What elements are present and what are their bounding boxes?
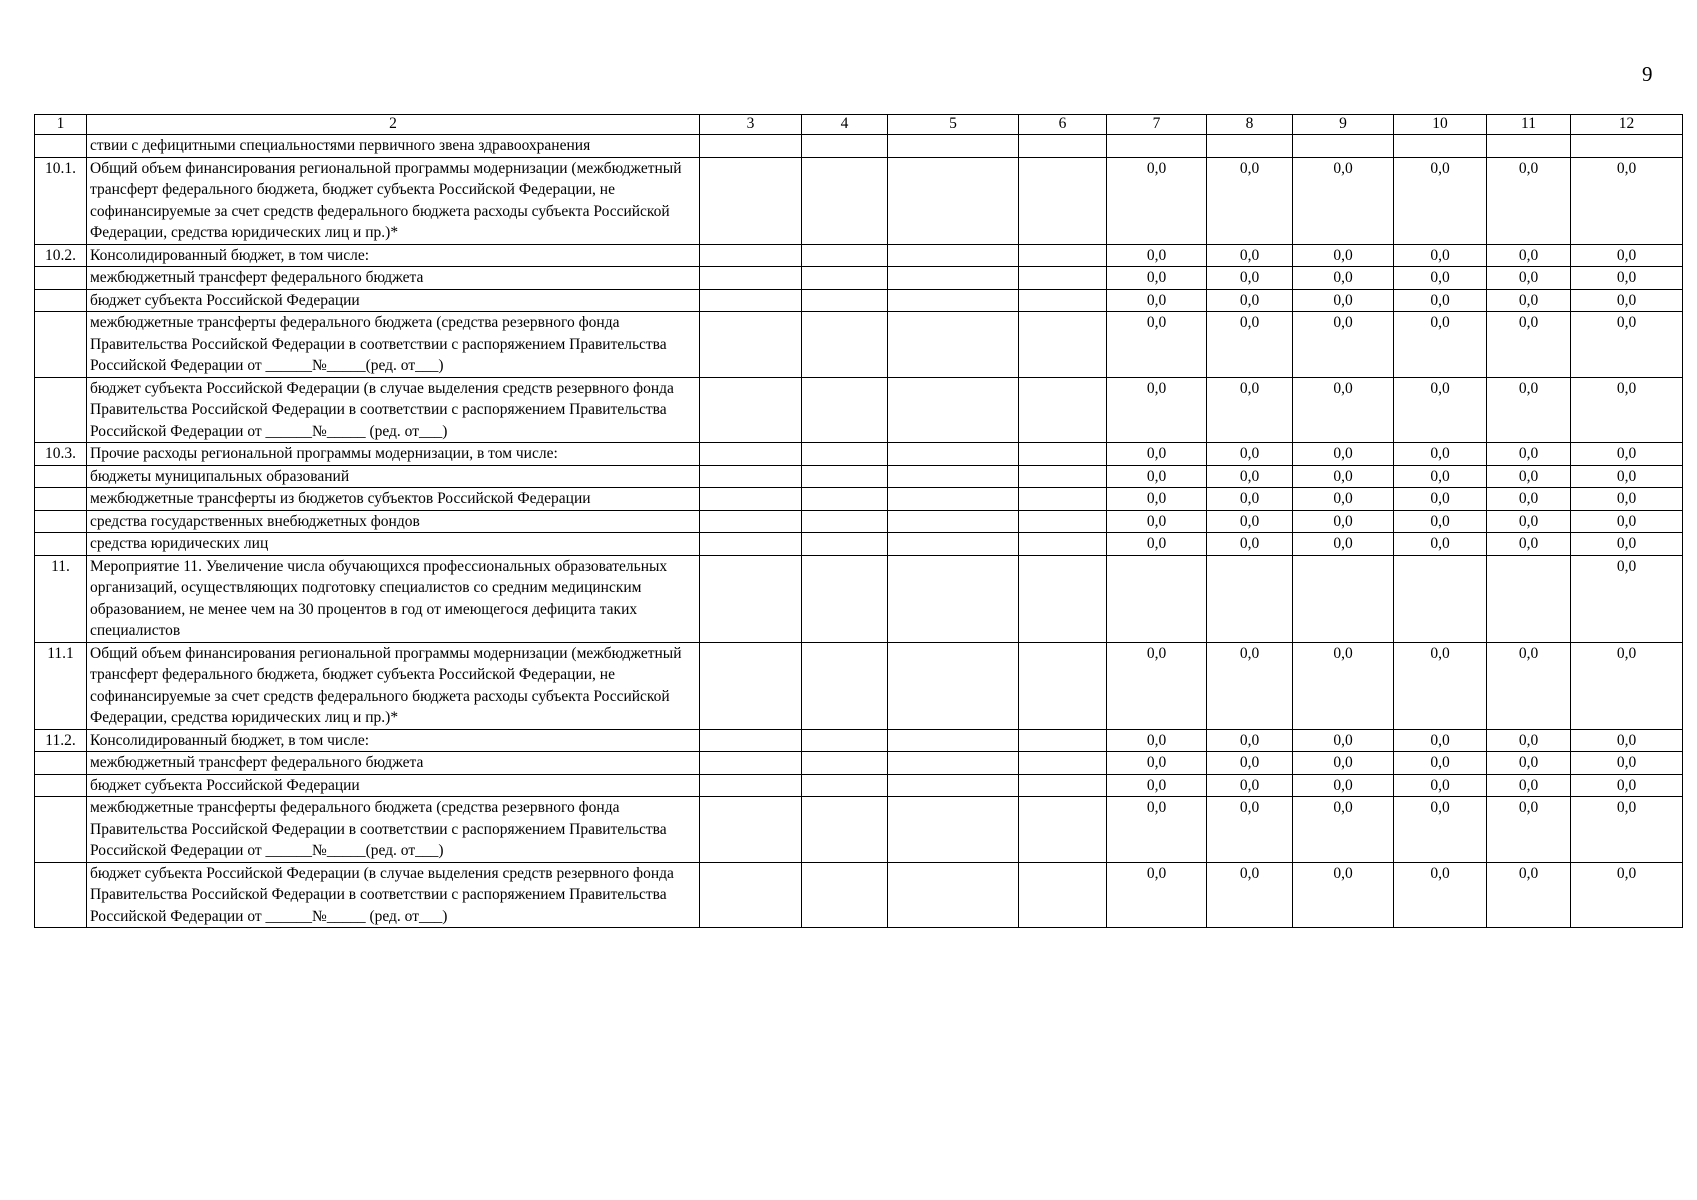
column-header: 8	[1207, 115, 1293, 135]
value-cell: 0,0	[1571, 752, 1683, 775]
empty-cell	[700, 465, 802, 488]
value-cell: 0,0	[1571, 157, 1683, 244]
value-cell: 0,0	[1394, 289, 1487, 312]
value-cell: 0,0	[1487, 774, 1571, 797]
empty-cell	[802, 729, 888, 752]
description-cell: бюджет субъекта Российской Федерации (в случае выделения средств резервного фонда Правительства Российской Федерации в соответствии с распоряжением Правительства Российской Федерации от ______№_____ (ред. от___)	[87, 862, 700, 928]
description-cell: Консолидированный бюджет, в том числе:	[87, 244, 700, 267]
empty-cell	[700, 533, 802, 556]
row-number-cell	[35, 267, 87, 290]
empty-cell	[700, 377, 802, 443]
value-cell: 0,0	[1107, 244, 1207, 267]
value-cell: 0,0	[1207, 533, 1293, 556]
empty-cell	[700, 555, 802, 642]
value-cell: 0,0	[1487, 312, 1571, 378]
empty-cell	[888, 377, 1019, 443]
empty-cell	[888, 488, 1019, 511]
empty-cell	[700, 289, 802, 312]
value-cell: 0,0	[1293, 443, 1394, 466]
value-cell: 0,0	[1107, 729, 1207, 752]
empty-cell	[1019, 752, 1107, 775]
column-header: 4	[802, 115, 888, 135]
empty-cell	[700, 488, 802, 511]
value-cell: 0,0	[1571, 797, 1683, 863]
value-cell: 0,0	[1487, 465, 1571, 488]
value-cell: 0,0	[1394, 443, 1487, 466]
empty-cell	[802, 533, 888, 556]
value-cell: 0,0	[1107, 533, 1207, 556]
row-number-cell	[35, 465, 87, 488]
table-row	[35, 533, 1683, 556]
value-cell: 0,0	[1107, 862, 1207, 928]
value-cell: 0,0	[1394, 862, 1487, 928]
value-cell: 0,0	[1487, 244, 1571, 267]
value-cell: 0,0	[1293, 289, 1394, 312]
value-cell: 0,0	[1487, 533, 1571, 556]
value-cell: 0,0	[1293, 729, 1394, 752]
column-header: 7	[1107, 115, 1207, 135]
empty-cell	[700, 157, 802, 244]
row-number-cell	[35, 289, 87, 312]
table-row	[35, 729, 1683, 752]
table-row	[35, 642, 1683, 729]
value-cell: 0,0	[1107, 510, 1207, 533]
description-cell: Общий объем финансирования региональной программы модернизации (межбюджетный трансферт федерального бюджета, бюджет субъекта Российской Федерации, не софинансируемые за счет средств федерального бюджета расходы субъекта Российской Федерации, средства юридических лиц и пр.)*	[87, 157, 700, 244]
value-cell: 0,0	[1107, 797, 1207, 863]
empty-cell	[1019, 642, 1107, 729]
column-header: 5	[888, 115, 1019, 135]
value-cell: 0,0	[1487, 510, 1571, 533]
empty-cell	[802, 752, 888, 775]
value-cell: 0,0	[1207, 862, 1293, 928]
empty-cell	[802, 488, 888, 511]
value-cell: 0,0	[1394, 774, 1487, 797]
row-number-cell: 11.1	[35, 642, 87, 729]
value-cell: 0,0	[1293, 752, 1394, 775]
value-cell: 0,0	[1571, 555, 1683, 642]
value-cell: 0,0	[1394, 729, 1487, 752]
empty-cell	[700, 443, 802, 466]
description-cell: Мероприятие 11. Увеличение числа обучающихся профессиональных образовательных организаций, осуществляющих подготовку специалистов со средним медицинским образованием, не менее чем на 30 процентов в год от имеющегося дефицита таких специалистов	[87, 555, 700, 642]
column-header: 3	[700, 115, 802, 135]
empty-cell	[888, 312, 1019, 378]
value-cell: 0,0	[1394, 510, 1487, 533]
value-cell: 0,0	[1207, 510, 1293, 533]
value-cell: 0,0	[1571, 244, 1683, 267]
empty-cell	[802, 642, 888, 729]
table-row	[35, 244, 1683, 267]
empty-cell	[700, 862, 802, 928]
description-cell: Консолидированный бюджет, в том числе:	[87, 729, 700, 752]
empty-cell	[888, 774, 1019, 797]
value-cell	[1487, 555, 1571, 642]
value-cell: 0,0	[1207, 642, 1293, 729]
empty-cell	[1019, 267, 1107, 290]
empty-cell	[802, 862, 888, 928]
value-cell: 0,0	[1487, 377, 1571, 443]
value-cell	[1293, 555, 1394, 642]
value-cell: 0,0	[1207, 797, 1293, 863]
value-cell: 0,0	[1571, 533, 1683, 556]
value-cell: 0,0	[1487, 267, 1571, 290]
value-cell: 0,0	[1207, 752, 1293, 775]
row-number-cell	[35, 377, 87, 443]
empty-cell	[888, 465, 1019, 488]
empty-cell	[888, 642, 1019, 729]
table-row	[35, 267, 1683, 290]
row-number-cell: 10.3.	[35, 443, 87, 466]
empty-cell	[802, 244, 888, 267]
empty-cell	[1019, 289, 1107, 312]
empty-cell	[888, 862, 1019, 928]
empty-cell	[1019, 244, 1107, 267]
value-cell: 0,0	[1207, 267, 1293, 290]
row-number-cell: 10.2.	[35, 244, 87, 267]
table-row	[35, 377, 1683, 443]
value-cell: 0,0	[1487, 862, 1571, 928]
row-number-cell	[35, 752, 87, 775]
budget-table	[34, 114, 1683, 928]
value-cell: 0,0	[1571, 642, 1683, 729]
empty-cell	[888, 244, 1019, 267]
value-cell: 0,0	[1293, 465, 1394, 488]
value-cell: 0,0	[1207, 443, 1293, 466]
empty-cell	[700, 510, 802, 533]
row-number-cell	[35, 533, 87, 556]
row-number-cell: 10.1.	[35, 157, 87, 244]
value-cell: 0,0	[1293, 157, 1394, 244]
empty-cell	[700, 312, 802, 378]
empty-cell	[802, 157, 888, 244]
row-number-cell	[35, 510, 87, 533]
table-row	[35, 465, 1683, 488]
empty-cell	[888, 752, 1019, 775]
value-cell: 0,0	[1571, 465, 1683, 488]
value-cell: 0,0	[1207, 157, 1293, 244]
value-cell: 0,0	[1571, 289, 1683, 312]
column-header: 6	[1019, 115, 1107, 135]
value-cell: 0,0	[1394, 488, 1487, 511]
value-cell	[1394, 555, 1487, 642]
description-cell: бюджет субъекта Российской Федерации	[87, 774, 700, 797]
empty-cell	[1019, 774, 1107, 797]
empty-cell	[1019, 377, 1107, 443]
empty-cell	[888, 555, 1019, 642]
value-cell	[1207, 555, 1293, 642]
value-cell: 0,0	[1571, 267, 1683, 290]
value-cell: 0,0	[1487, 797, 1571, 863]
table-row	[35, 862, 1683, 928]
description-cell: Общий объем финансирования региональной программы модернизации (межбюджетный трансферт федерального бюджета, бюджет субъекта Российской Федерации, не софинансируемые за счет средств федерального бюджета расходы субъекта Российской Федерации, средства юридических лиц и пр.)*	[87, 642, 700, 729]
value-cell: 0,0	[1571, 862, 1683, 928]
empty-cell	[802, 377, 888, 443]
page-number: 9	[1642, 62, 1653, 86]
description-cell: бюджеты муниципальных образований	[87, 465, 700, 488]
empty-cell	[1019, 157, 1107, 244]
value-cell: 0,0	[1394, 752, 1487, 775]
empty-cell	[1019, 797, 1107, 863]
row-number-cell: 11.	[35, 555, 87, 642]
table-row	[35, 555, 1683, 642]
table-row	[35, 488, 1683, 511]
value-cell: 0,0	[1394, 533, 1487, 556]
empty-cell	[802, 555, 888, 642]
value-cell: 0,0	[1293, 510, 1394, 533]
value-cell: 0,0	[1571, 377, 1683, 443]
value-cell: 0,0	[1487, 729, 1571, 752]
empty-cell	[888, 729, 1019, 752]
value-cell: 0,0	[1107, 157, 1207, 244]
empty-cell	[802, 289, 888, 312]
value-cell: 0,0	[1571, 488, 1683, 511]
value-cell: 0,0	[1293, 642, 1394, 729]
empty-cell	[1019, 555, 1107, 642]
empty-cell	[700, 774, 802, 797]
description-cell: средства государственных внебюджетных фондов	[87, 510, 700, 533]
value-cell: 0,0	[1293, 797, 1394, 863]
empty-cell	[802, 443, 888, 466]
value-cell: 0,0	[1487, 289, 1571, 312]
description-cell: межбюджетные трансферты федерального бюджета (средства резервного фонда Правительства Российской Федерации в соответствии с распоряжением Правительства Российской Федерации от ______№_____(ред. от___)	[87, 797, 700, 863]
description-cell: бюджет субъекта Российской Федерации	[87, 289, 700, 312]
table-row	[35, 774, 1683, 797]
value-cell: 0,0	[1394, 465, 1487, 488]
empty-cell	[888, 157, 1019, 244]
continuation-row	[35, 135, 1683, 158]
value-cell: 0,0	[1107, 752, 1207, 775]
value-cell: 0,0	[1107, 642, 1207, 729]
row-number-cell	[35, 774, 87, 797]
column-header: 2	[87, 115, 700, 135]
value-cell: 0,0	[1394, 377, 1487, 443]
value-cell: 0,0	[1293, 533, 1394, 556]
empty-cell	[700, 642, 802, 729]
header-row	[35, 115, 1683, 135]
value-cell: 0,0	[1207, 729, 1293, 752]
empty-cell	[802, 510, 888, 533]
empty-cell	[888, 289, 1019, 312]
value-cell: 0,0	[1293, 244, 1394, 267]
column-header: 9	[1293, 115, 1394, 135]
description-cell: Прочие расходы региональной программы модернизации, в том числе:	[87, 443, 700, 466]
table-row	[35, 289, 1683, 312]
column-header: 12	[1571, 115, 1683, 135]
column-header: 10	[1394, 115, 1487, 135]
column-header: 1	[35, 115, 87, 135]
empty-cell	[888, 510, 1019, 533]
empty-cell	[700, 244, 802, 267]
value-cell: 0,0	[1487, 443, 1571, 466]
value-cell: 0,0	[1293, 267, 1394, 290]
table-row	[35, 797, 1683, 863]
description-cell: межбюджетный трансферт федерального бюджета	[87, 267, 700, 290]
value-cell: 0,0	[1571, 510, 1683, 533]
value-cell: 0,0	[1207, 774, 1293, 797]
description-cell: ствии с дефицитными специальностями первичного звена здравоохранения	[87, 135, 700, 158]
empty-cell	[1019, 312, 1107, 378]
value-cell: 0,0	[1107, 289, 1207, 312]
empty-cell	[1019, 862, 1107, 928]
value-cell: 0,0	[1293, 862, 1394, 928]
row-number-cell	[35, 135, 87, 158]
value-cell: 0,0	[1571, 774, 1683, 797]
row-number-cell	[35, 488, 87, 511]
value-cell: 0,0	[1571, 312, 1683, 378]
value-cell: 0,0	[1571, 729, 1683, 752]
empty-cell	[700, 267, 802, 290]
empty-cell	[1019, 443, 1107, 466]
value-cell: 0,0	[1107, 267, 1207, 290]
empty-cell	[888, 267, 1019, 290]
column-header: 11	[1487, 115, 1571, 135]
value-cell: 0,0	[1394, 244, 1487, 267]
row-number-cell	[35, 312, 87, 378]
table-row	[35, 312, 1683, 378]
value-cell: 0,0	[1107, 443, 1207, 466]
empty-cell	[1019, 488, 1107, 511]
empty-cell	[700, 752, 802, 775]
description-cell: бюджет субъекта Российской Федерации (в случае выделения средств резервного фонда Правительства Российской Федерации в соответствии с распоряжением Правительства Российской Федерации от ______№_____ (ред. от___)	[87, 377, 700, 443]
value-cell: 0,0	[1207, 377, 1293, 443]
value-cell: 0,0	[1107, 312, 1207, 378]
value-cell: 0,0	[1394, 157, 1487, 244]
empty-cell	[802, 267, 888, 290]
value-cell: 0,0	[1207, 312, 1293, 378]
empty-cell	[802, 797, 888, 863]
value-cell: 0,0	[1107, 465, 1207, 488]
value-cell: 0,0	[1487, 752, 1571, 775]
value-cell: 0,0	[1107, 377, 1207, 443]
value-cell: 0,0	[1207, 289, 1293, 312]
value-cell: 0,0	[1487, 488, 1571, 511]
value-cell: 0,0	[1394, 642, 1487, 729]
value-cell: 0,0	[1207, 488, 1293, 511]
table-row	[35, 443, 1683, 466]
value-cell: 0,0	[1207, 244, 1293, 267]
empty-cell	[1019, 465, 1107, 488]
value-cell: 0,0	[1394, 797, 1487, 863]
value-cell: 0,0	[1293, 377, 1394, 443]
empty-cell	[1019, 533, 1107, 556]
value-cell	[1107, 555, 1207, 642]
table-row	[35, 157, 1683, 244]
description-cell: средства юридических лиц	[87, 533, 700, 556]
empty-cell	[700, 797, 802, 863]
row-number-cell	[35, 797, 87, 863]
table-row	[35, 752, 1683, 775]
row-number-cell: 11.2.	[35, 729, 87, 752]
empty-cell	[802, 312, 888, 378]
description-cell: межбюджетные трансферты федерального бюджета (средства резервного фонда Правительства Российской Федерации в соответствии с распоряжением Правительства Российской Федерации от ______№_____(ред. от___)	[87, 312, 700, 378]
value-cell: 0,0	[1394, 312, 1487, 378]
value-cell: 0,0	[1107, 774, 1207, 797]
value-cell: 0,0	[1571, 443, 1683, 466]
empty-cell	[1019, 729, 1107, 752]
empty-cell	[1019, 510, 1107, 533]
value-cell: 0,0	[1107, 488, 1207, 511]
value-cell: 0,0	[1207, 465, 1293, 488]
value-cell: 0,0	[1487, 157, 1571, 244]
empty-cell	[888, 797, 1019, 863]
value-cell: 0,0	[1293, 488, 1394, 511]
description-cell: межбюджетные трансферты из бюджетов субъектов Российской Федерации	[87, 488, 700, 511]
row-number-cell	[35, 862, 87, 928]
value-cell: 0,0	[1293, 774, 1394, 797]
value-cell: 0,0	[1293, 312, 1394, 378]
empty-cell	[700, 729, 802, 752]
empty-cell	[888, 443, 1019, 466]
value-cell: 0,0	[1487, 642, 1571, 729]
empty-cell	[888, 533, 1019, 556]
empty-cell	[802, 465, 888, 488]
value-cell: 0,0	[1394, 267, 1487, 290]
description-cell: межбюджетный трансферт федерального бюджета	[87, 752, 700, 775]
table-row	[35, 510, 1683, 533]
empty-cell	[802, 774, 888, 797]
